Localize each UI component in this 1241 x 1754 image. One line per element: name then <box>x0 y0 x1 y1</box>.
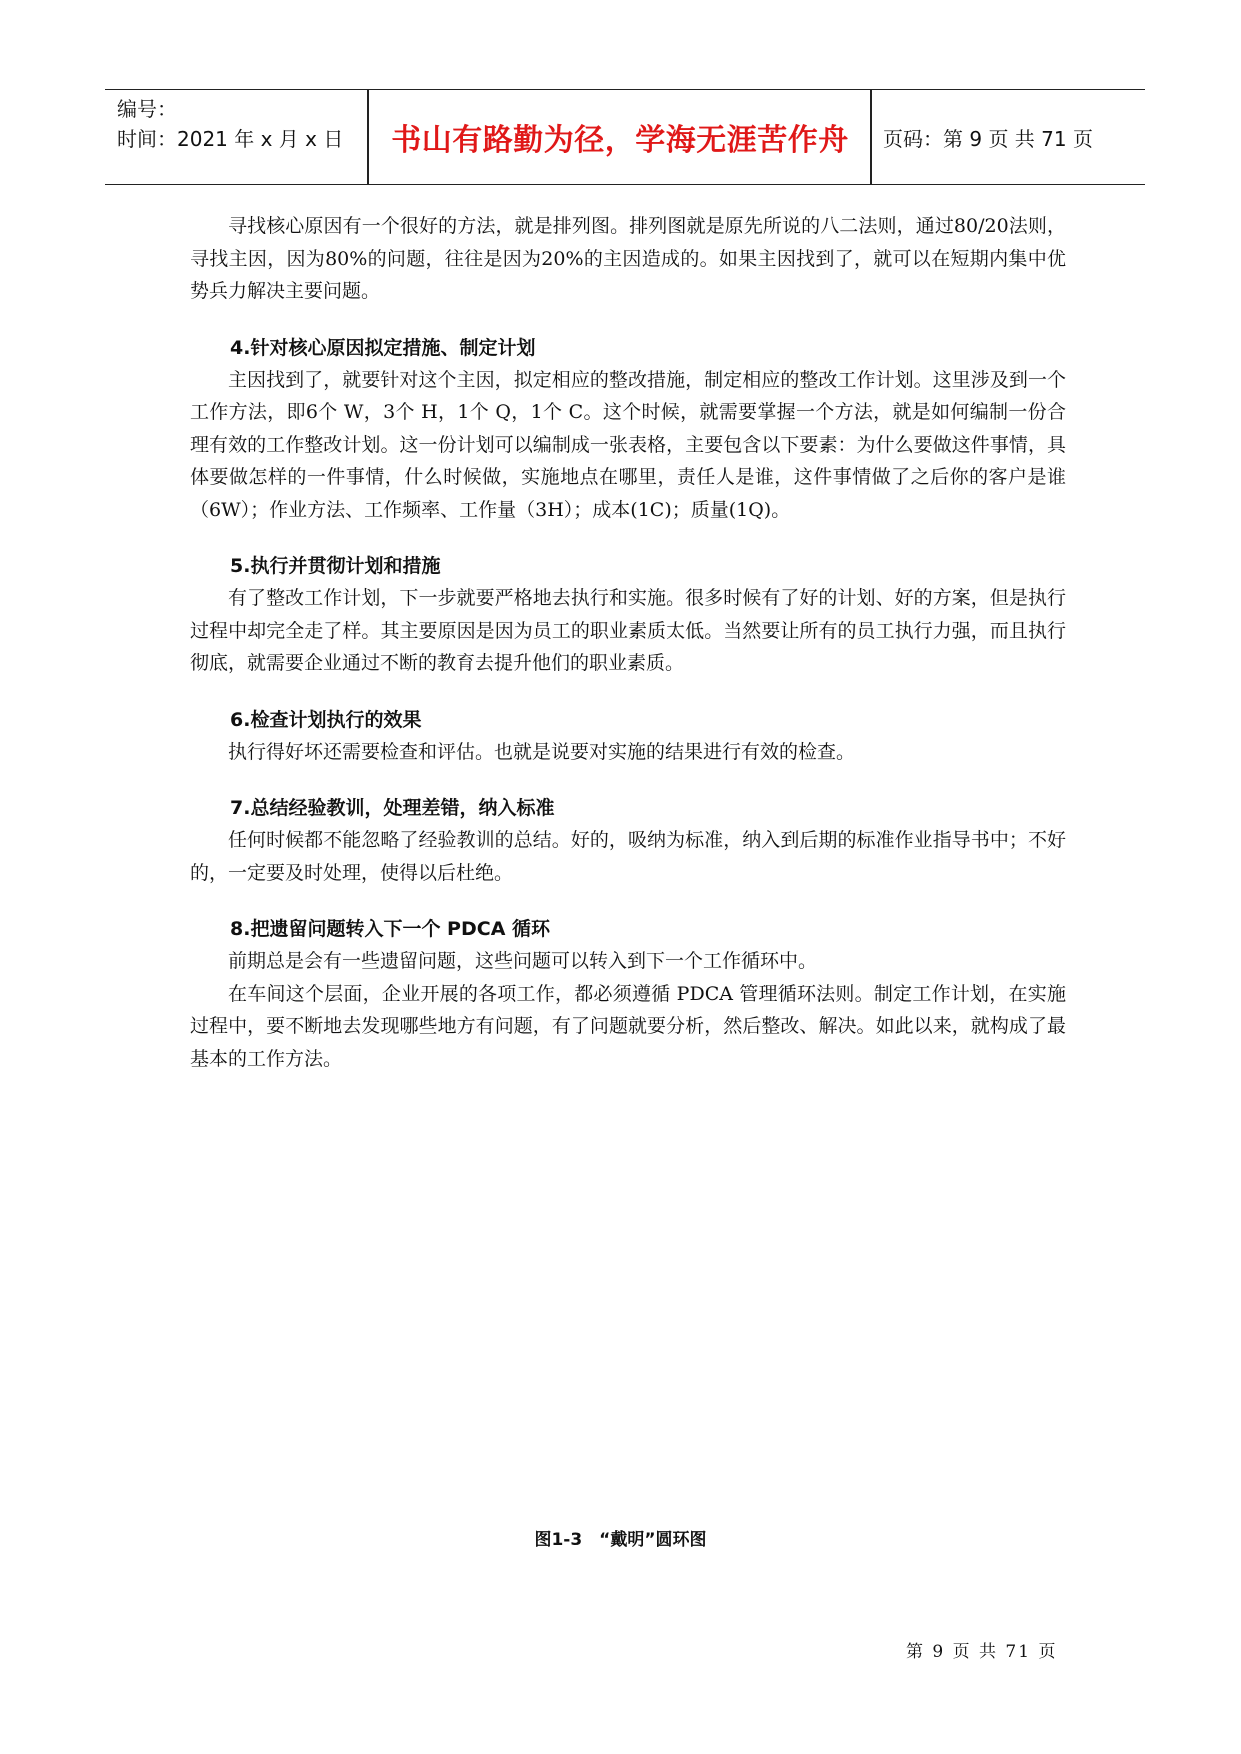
section-paragraph: 在车间这个层面，企业开展的各项工作，都必须遵循 PDCA 管理循环法则。制定工作计划，在实施过程中，要不断地去发现哪些地方有问题，有了问题就要分析，然后整改、解决。如此以来，就构成了最基本的工作方法。 <box>190 982 1066 1070</box>
document-body <box>190 210 1066 1075</box>
header-meta <box>117 94 367 154</box>
section-heading-8: 8.把遗留问题转入下一个 PDCA 循环 <box>230 918 551 940</box>
section-heading-5: 5.执行并贯彻计划和措施 <box>230 555 441 577</box>
section-heading-4: 4.针对核心原因拟定措施、制定计划 <box>230 336 536 359</box>
intro-paragraph: 寻找核心原因有一个很好的方法，就是排列图。排列图就是原先所说的八二法则，通过80/20法则，寻找主因，因为80%的问题，往往是因为20%的主因造成的。如果主因找到了，就可以在短期内集中优势兵力解决主要问题。 <box>190 215 1066 302</box>
page-footer: 第 9 页 共 71 页 <box>906 1642 1058 1662</box>
header-page-info: 页码：第 9 页 共 71 页 <box>883 126 1093 151</box>
section-paragraph: 有了整改工作计划，下一步就要严格地去执行和实施。很多时候有了好的计划、好的方案，但是执行过程中却完全走了样。其主要原因是因为员工的职业素质太低。当然要让所有的员工执行力强，而且执行彻底，就需要企业通过不断的教育去提升他们的职业素质。 <box>190 587 1066 674</box>
header-divider <box>367 90 369 184</box>
section-paragraph: 执行得好坏还需要检查和评估。也就是说要对实施的结果进行有效的检查。 <box>228 740 856 763</box>
section-paragraph: 任何时候都不能忽略了经验教训的总结。好的，吸纳为标准，纳入到后期的标准作业指导书中；不好的，一定要及时处理，使得以后杜绝。 <box>190 829 1066 884</box>
section-heading-7: 7.总结经验教训，处理差错，纳入标准 <box>230 797 555 819</box>
section-paragraph: 前期总是会有一些遗留问题，这些问题可以转入到下一个工作循环中。 <box>228 950 818 972</box>
figure-caption: 图1-3 “戴明”圆环图 <box>534 1530 707 1550</box>
section-heading-6: 6.检查计划执行的效果 <box>230 708 422 731</box>
section-paragraph: 主因找到了，就要针对这个主因，拟定相应的整改措施，制定相应的整改工作计划。这里涉及到一个工作方法，即6个 W，3个 H，1个 Q，1个 C。这个时候，就需要掌握一个方法，就是如何编制一份合理有效的工作整改计划。这一份计划可以编制成一张表格，主要包含以下要素：为什么要做这件事情，具体要做怎样的一件事情，什么时候做，实施地点在哪里，责任人是谁，这件事情做了之后你的客户是谁（6W）；作业方法、工作频率、工作量（3H）；成本(1C)；质量(1Q)。 <box>190 368 1066 521</box>
header-divider <box>870 90 872 184</box>
header-motto: 书山有路勤为径，学海无涯苦作舟 <box>391 123 849 158</box>
document-time-label: 时间：2021 年 x 月 x 日 <box>117 127 344 151</box>
page-header <box>105 89 1145 185</box>
document-number-label: 编号： <box>117 97 177 121</box>
